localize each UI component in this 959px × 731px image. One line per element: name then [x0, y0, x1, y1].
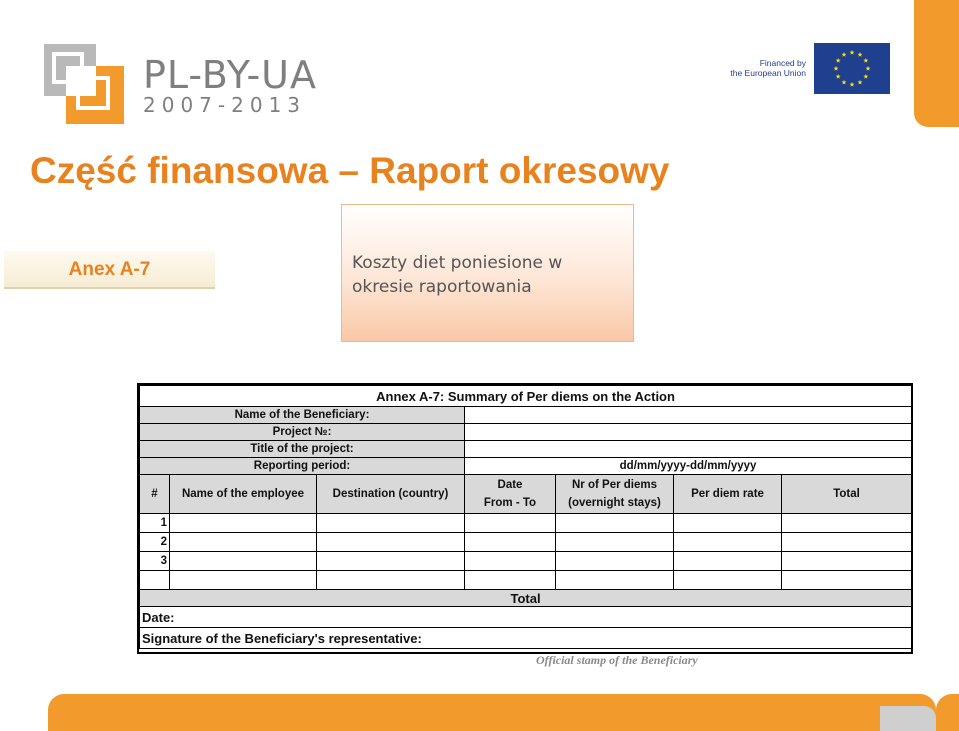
cell-employee[interactable] [170, 571, 317, 590]
bottom-decoration-bar [48, 694, 936, 731]
cell-date[interactable] [465, 552, 556, 571]
total-row-label: Total [140, 590, 912, 607]
logo-name: PL-BY-UA [143, 53, 317, 97]
cell-rate[interactable] [674, 514, 782, 533]
slide-title: Część finansowa – Raport okresowy [30, 150, 670, 191]
callout-line-2: okresie raportowania [352, 277, 532, 297]
financed-line-2: the European Union [730, 68, 806, 78]
col-header-date-line-2: From - To [483, 497, 537, 509]
label-project-number: Project №: [140, 424, 465, 441]
label-reporting-period: Reporting period: [140, 458, 465, 475]
cell-nr[interactable] [556, 571, 674, 590]
label-beneficiary: Name of the Beneficiary: [140, 407, 465, 424]
value-project-number[interactable] [465, 424, 912, 441]
col-header-date [465, 475, 556, 514]
cell-date[interactable] [465, 514, 556, 533]
cell-rate[interactable] [674, 533, 782, 552]
cell-destination[interactable] [317, 571, 465, 590]
table-row [140, 514, 912, 533]
annex-table [139, 385, 912, 649]
cell-total[interactable] [782, 533, 912, 552]
cell-employee[interactable] [170, 552, 317, 571]
annex-form [137, 383, 913, 654]
cell-total[interactable] [782, 514, 912, 533]
row-number [140, 571, 170, 590]
bottom-decoration-right [936, 694, 959, 731]
value-beneficiary[interactable] [465, 407, 912, 424]
row-number: 1 [140, 514, 170, 533]
form-title: Annex A-7: Summary of Per diems on the Action [140, 386, 912, 407]
cell-date[interactable] [465, 533, 556, 552]
value-reporting-period[interactable]: dd/mm/yyyy-dd/mm/yyyy [465, 458, 912, 475]
cell-destination[interactable] [317, 552, 465, 571]
value-project-title[interactable] [465, 441, 912, 458]
financed-by-text [716, 58, 806, 78]
table-row [140, 552, 912, 571]
financed-line-1: Financed by [759, 58, 806, 68]
col-header-total: Total [782, 475, 912, 514]
col-header-rate: Per diem rate [674, 475, 782, 514]
row-number: 2 [140, 533, 170, 552]
anex-tab: Anex A-7 [4, 251, 215, 289]
callout-line-1: Koszty diet poniesione w [352, 253, 563, 273]
cell-rate[interactable] [674, 571, 782, 590]
cell-employee[interactable] [170, 533, 317, 552]
col-header-nr-line-1: Nr of Per diems [572, 479, 657, 491]
cell-destination[interactable] [317, 514, 465, 533]
col-header-employee: Name of the employee [170, 475, 317, 514]
date-label: Date: [140, 607, 912, 628]
logo-years: 2007-2013 [143, 93, 307, 117]
cell-total[interactable] [782, 552, 912, 571]
label-project-title: Title of the project: [140, 441, 465, 458]
col-header-nr-line-2: (overnight stays) [568, 497, 661, 509]
stamp-note: Official stamp of the Beneficiary [536, 653, 698, 667]
cell-nr[interactable] [556, 514, 674, 533]
cell-date[interactable] [465, 571, 556, 590]
cell-rate[interactable] [674, 552, 782, 571]
table-row [140, 571, 912, 590]
callout-box [341, 204, 634, 342]
corner-decoration [914, 0, 959, 127]
eu-flag-icon [814, 43, 890, 94]
cell-nr[interactable] [556, 533, 674, 552]
cell-nr[interactable] [556, 552, 674, 571]
row-number: 3 [140, 552, 170, 571]
col-header-nr-per-diems [556, 475, 674, 514]
cell-total[interactable] [782, 571, 912, 590]
table-row [140, 533, 912, 552]
col-header-date-line-1: Date [497, 479, 523, 491]
cell-employee[interactable] [170, 514, 317, 533]
cell-destination[interactable] [317, 533, 465, 552]
bottom-decoration-gray [880, 706, 936, 731]
col-header-num: # [140, 475, 170, 514]
pl-by-ua-logo-icon [44, 44, 124, 124]
signature-label: Signature of the Beneficiary's representative: [140, 628, 912, 649]
col-header-destination: Destination (country) [317, 475, 465, 514]
